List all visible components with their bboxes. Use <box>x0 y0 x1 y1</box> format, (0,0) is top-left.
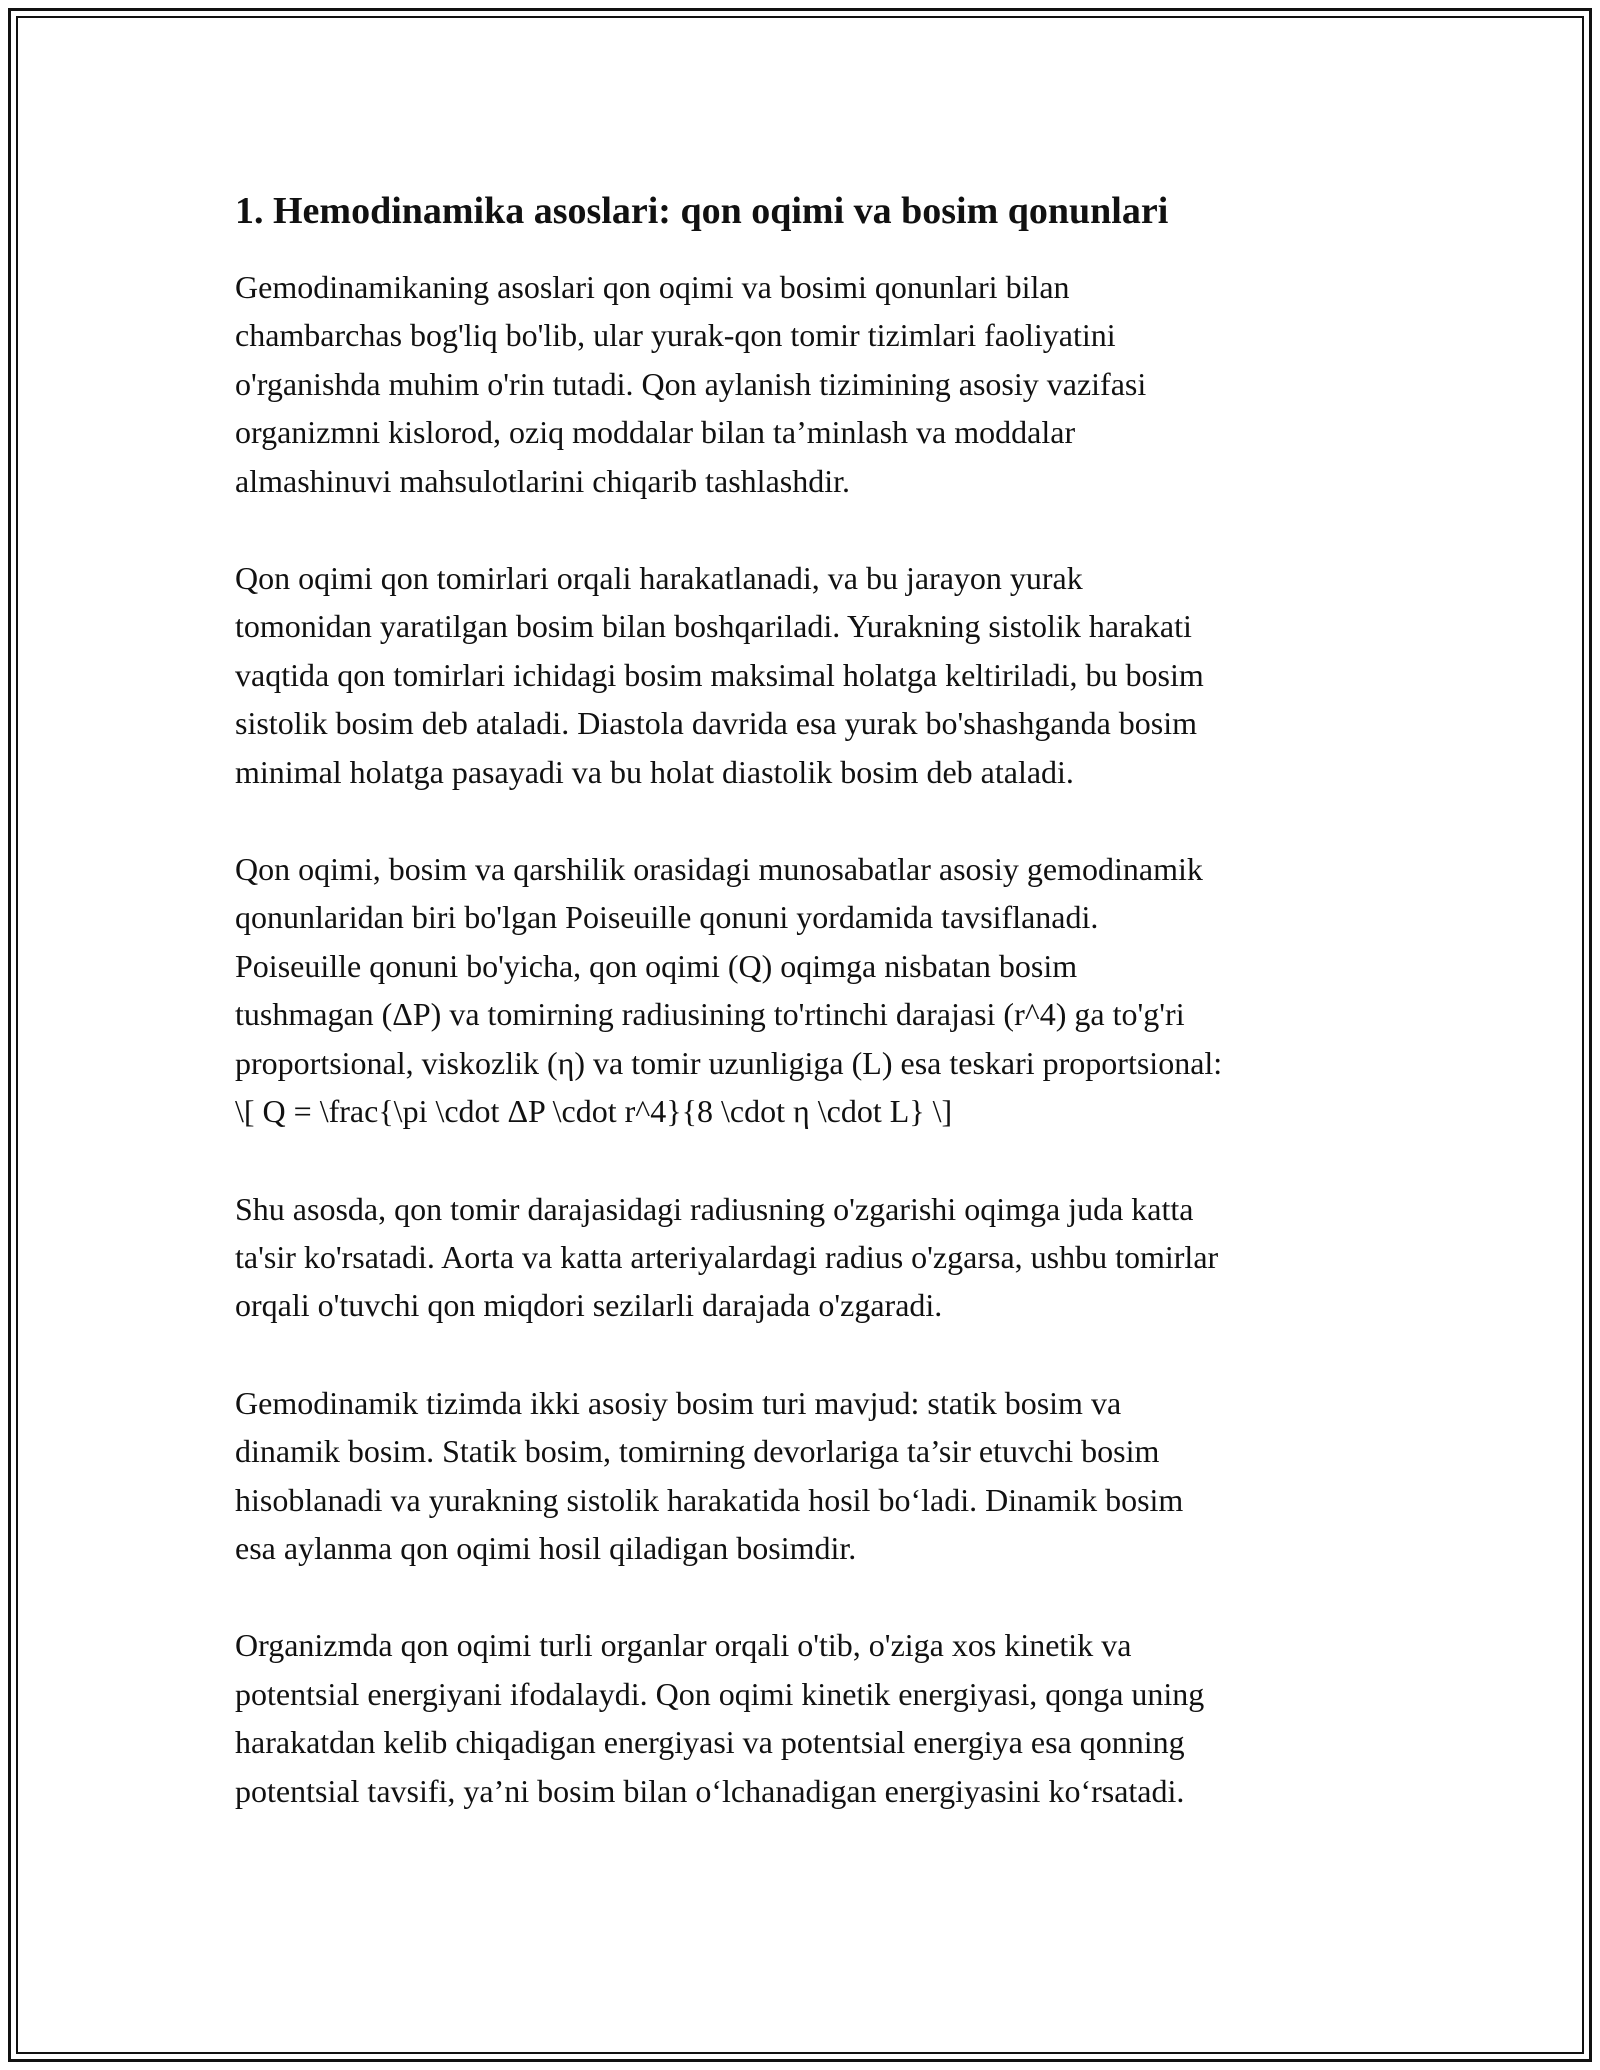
section-title: 1. Hemodinamika asoslari: qon oqimi va bosim qonunlari <box>235 190 1169 232</box>
paragraph-radius <box>235 1185 1375 1330</box>
text-line: Qon oqimi qon tomirlari orqali harakatlanadi, va bu jarayon yurak <box>235 560 1083 597</box>
text-line: Shu asosda, qon tomir darajasidagi radiusning o'zgarishi oqimga juda katta <box>235 1190 1194 1227</box>
text-line: Qon oqimi, bosim va qarshilik orasidagi munosabatlar asosiy gemodinamik <box>235 851 1203 888</box>
text-line: organizmni kislorod, oziq moddalar bilan ta’minlash va moddalar <box>235 414 1076 451</box>
text-line: Organizmda qon oqimi turli organlar orqali o'tib, o'ziga xos kinetik va <box>235 1627 1132 1664</box>
paragraph-energy <box>235 1621 1375 1815</box>
text-line: potentsial tavsifi, ya’ni bosim bilan oʻlchanadigan energiyasini koʻrsatadi. <box>235 1772 1185 1809</box>
text-line: vaqtida qon tomirlari ichidagi bosim maksimal holatga keltiriladi, bu bosim <box>235 656 1204 693</box>
text-line: proportsional, viskozlik (η) va tomir uzunligiga (L) esa teskari proportsional: <box>235 1044 1223 1081</box>
document-body <box>235 185 1375 1864</box>
text-line: ta'sir ko'rsatadi. Aorta va katta arteriyalardagi radius o'zgarsa, ushbu tomirlar <box>235 1238 1219 1275</box>
text-line: Gemodinamikaning asoslari qon oqimi va bosimi qonunlari bilan <box>235 269 1070 305</box>
text-line: sistolik bosim deb ataladi. Diastola davrida esa yurak bo'shashganda bosim <box>235 705 1198 742</box>
text-line: qonunlaridan biri bo'lgan Poiseuille qonuni yordamida tavsiflanadi. <box>235 899 1099 936</box>
formula-line: \[ Q = \frac{\pi \cdot ΔP \cdot r^4}{8 \cdot η \cdot L} \] <box>235 1093 953 1130</box>
text-line: chambarchas bog'liq bo'lib, ular yurak-qon tomir tizimlari faoliyatini <box>235 317 1116 354</box>
text-line: almashinuvi mahsulotlarini chiqarib tashlashdir. <box>235 462 850 499</box>
text-line: orqali o'tuvchi qon miqdori sezilarli darajada o'zgaradi. <box>235 1287 943 1324</box>
text-line: o'rganishda muhim o'rin tutadi. Qon aylanish tizimining asosiy vazifasi <box>235 365 1147 402</box>
paragraph-intro <box>235 263 1375 505</box>
text-line: tushmagan (ΔP) va tomirning radiusining to'rtinchi darajasi (r^4) ga to'g'ri <box>235 996 1185 1033</box>
text-line: minimal holatga pasayadi va bu holat diastolik bosim deb ataladi. <box>235 753 1074 790</box>
text-line: Poiseuille qonuni bo'yicha, qon oqimi (Q) oqimga nisbatan bosim <box>235 947 1078 984</box>
text-line: hisoblanadi va yurakning sistolik harakatida hosil boʻladi. Dinamik bosim <box>235 1481 1184 1518</box>
text-line: esa aylanma qon oqimi hosil qiladigan bosimdir. <box>235 1529 857 1566</box>
paragraph-pressure-types <box>235 1379 1375 1573</box>
text-line: harakatdan kelib chiqadigan energiyasi va potentsial energiya esa qonning <box>235 1724 1185 1761</box>
text-line: tomonidan yaratilgan bosim bilan boshqariladi. Yurakning sistolik harakati <box>235 608 1192 645</box>
text-line: dinamik bosim. Statik bosim, tomirning devorlariga ta’sir etuvchi bosim <box>235 1433 1160 1470</box>
paragraph-blood-pressure <box>235 554 1375 796</box>
text-line: Gemodinamik tizimda ikki asosiy bosim turi mavjud: statik bosim va <box>235 1384 1122 1421</box>
paragraph-poiseuille <box>235 845 1375 1135</box>
text-line: potentsial energiyani ifodalaydi. Qon oqimi kinetik energiyasi, qonga uning <box>235 1675 1205 1712</box>
